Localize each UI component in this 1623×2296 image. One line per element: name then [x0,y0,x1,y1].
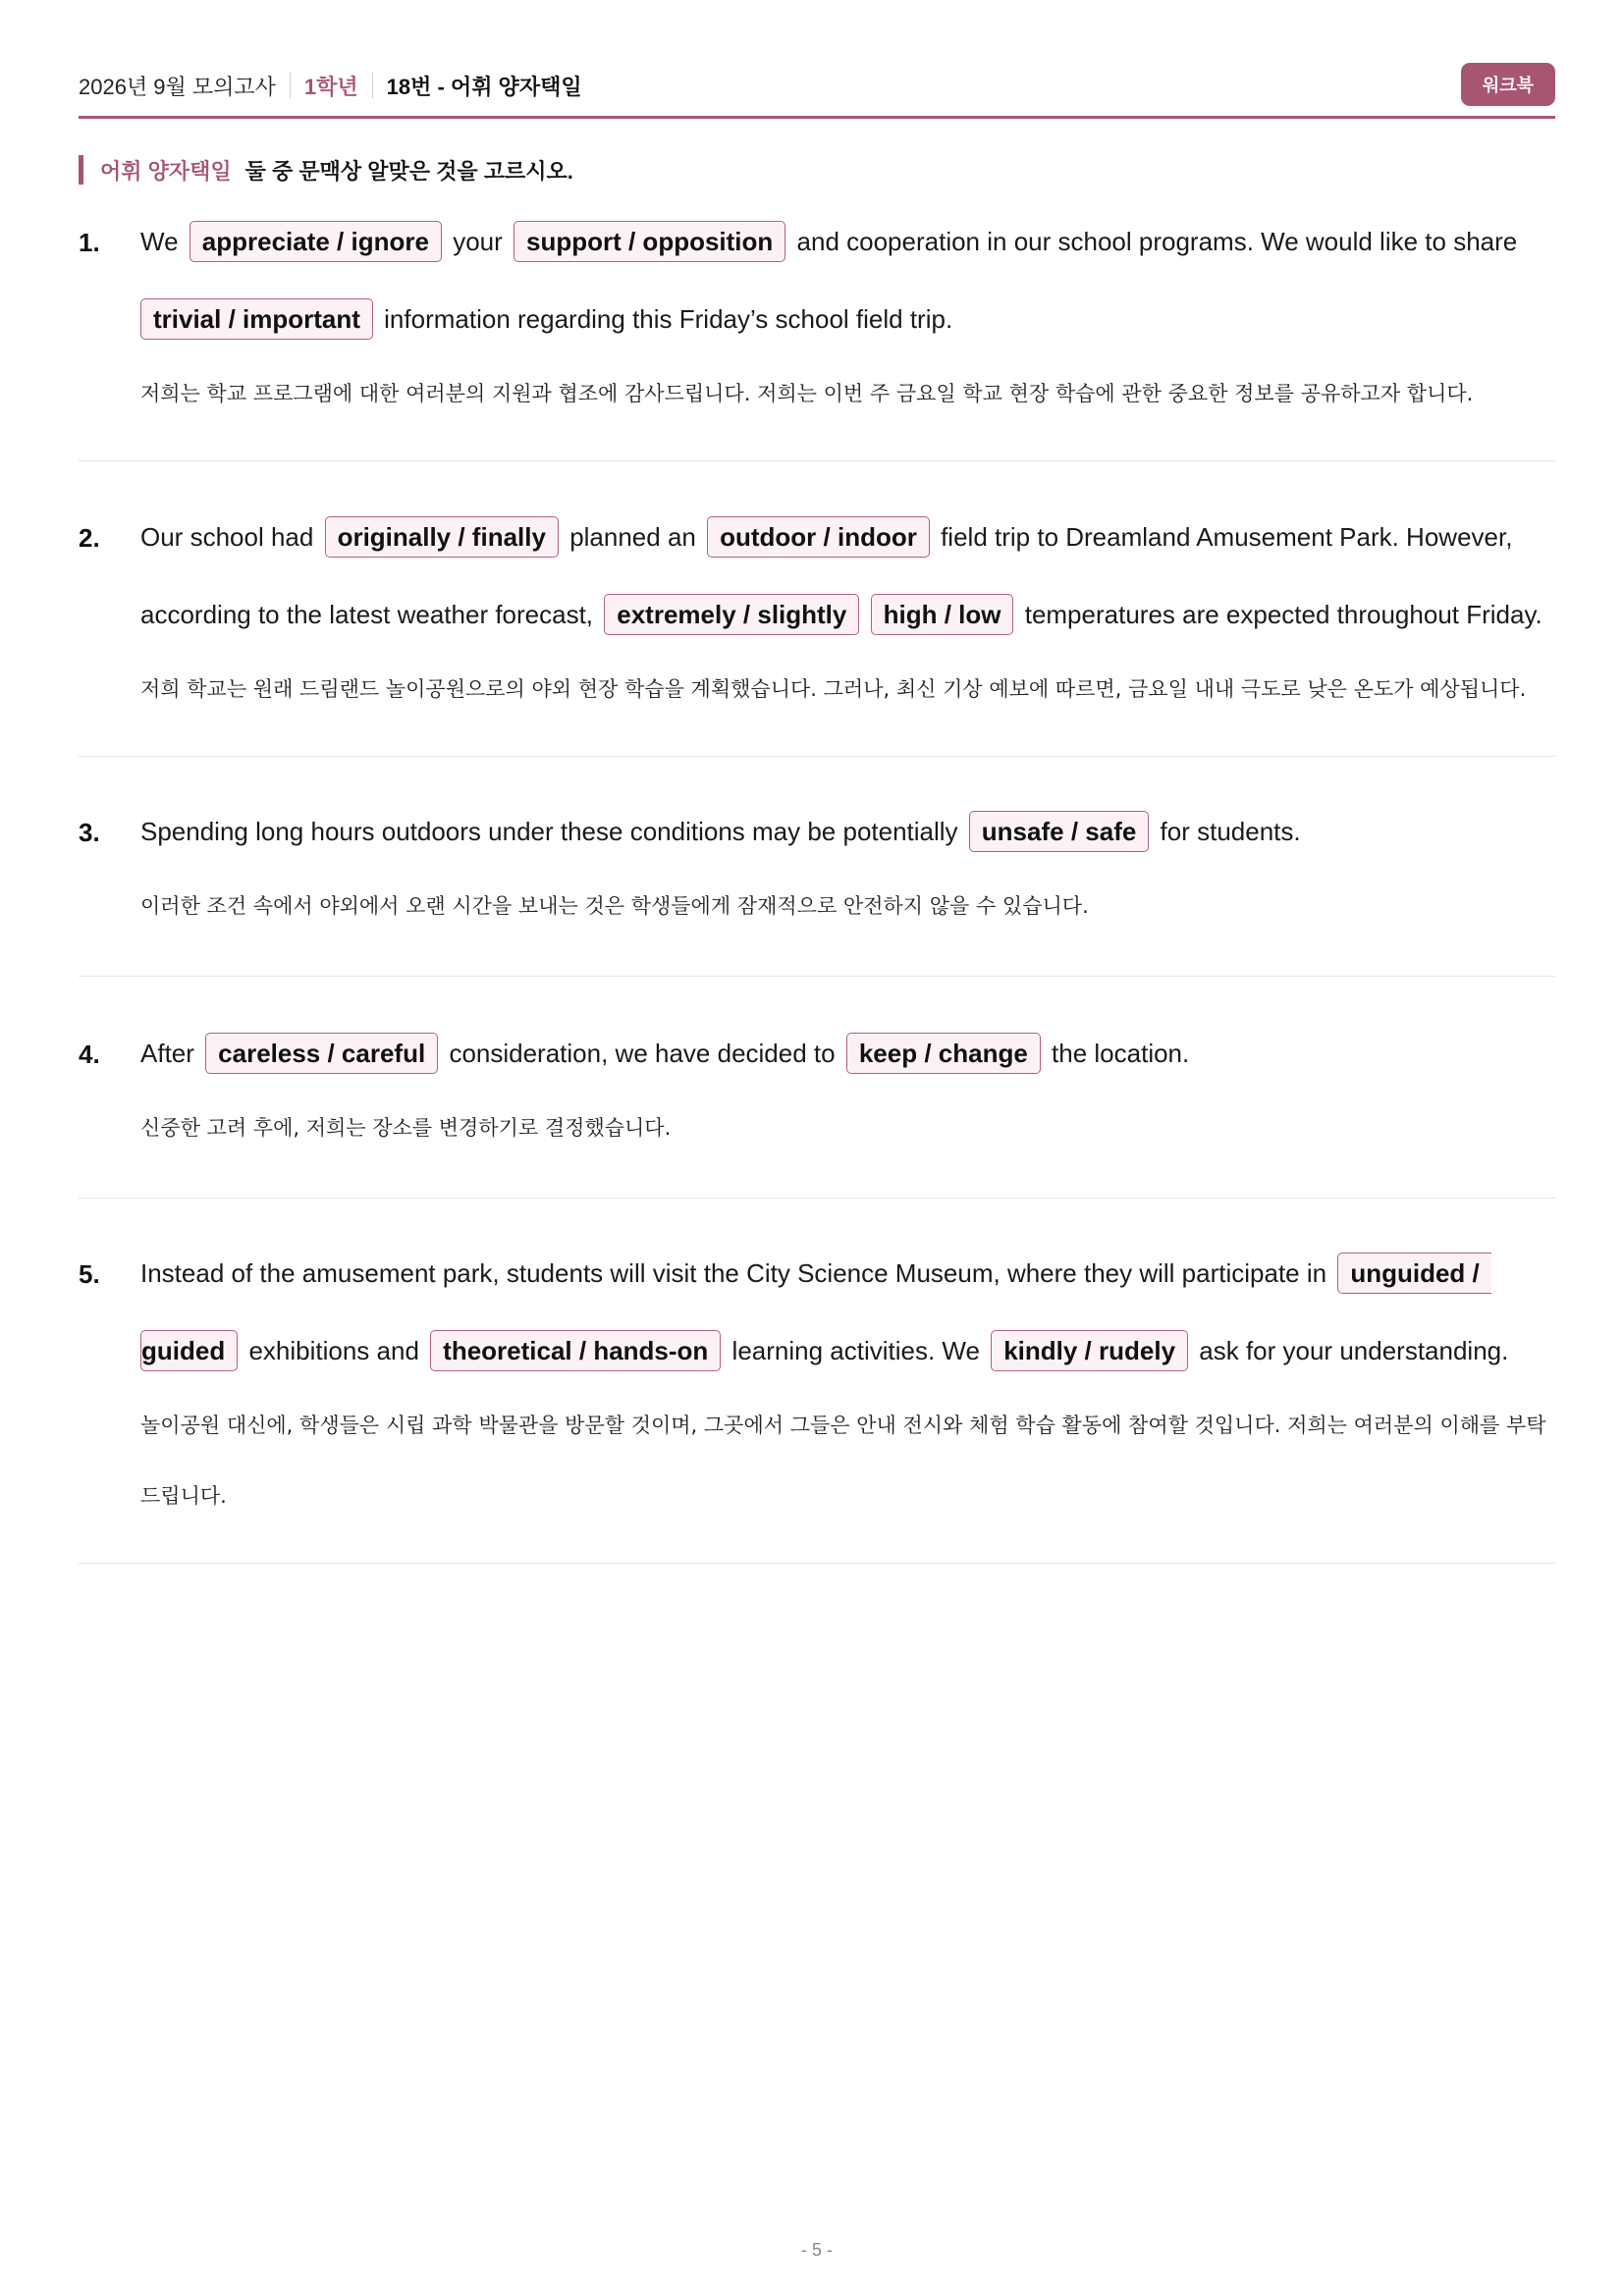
sentence-text: learning activities. We [731,1336,980,1365]
sentence-text: exhibitions and [248,1336,419,1365]
sentence-text: Instead of the amusement park, students will visit the City Science Museum, where they will participate in [140,1258,1327,1288]
sentence-text: and cooperation in our school programs. We would like to share [796,227,1518,256]
sentence-text: field trip to Dreamland Amusement Park. However, according to the latest weather forecast, [140,522,1513,629]
header-divider [372,73,373,98]
question-title: 18번 - 어휘 양자택일 [386,74,582,99]
question-sentence [140,203,1555,358]
sentence-text: consideration, we have decided to [449,1039,836,1068]
choice-box[interactable]: extremely / slightly [604,594,859,635]
sentence-text: Spending long hours outdoors under these conditions may be potentially [140,817,958,846]
choice-box[interactable]: trivial / important [140,298,373,340]
korean-translation: 놀이공원 대신에, 학생들은 시립 과학 박물관을 방문할 것이며, 그곳에서 그들은 안내 전시와 체험 학습 활동에 참여할 것입니다. 저희는 여러분의 이해를 부탁드립니다. [140,1414,1546,1508]
question-number: 5. [79,1259,100,1289]
exam-label: 2026년 9월 모의고사 [79,74,276,99]
sentence-text: planned an [569,522,696,552]
workbook-badge: 워크북 [1461,63,1555,106]
question-sentence [140,499,1555,654]
choice-box[interactable]: theoretical / hands-on [430,1330,721,1371]
question-number: 4. [79,1040,100,1069]
choice-box[interactable]: support / opposition [514,221,785,262]
worksheet-page [79,0,1555,2296]
grade-label: 1학년 [303,74,358,99]
korean-translation: 신중한 고려 후에, 저희는 장소를 변경하기로 결정했습니다. [140,1116,672,1140]
choice-box[interactable]: outdoor / indoor [707,516,930,558]
korean-translation: 이러한 조건 속에서 야외에서 오랜 시간을 보내는 것은 학생들에게 잠재적으로 안전하지 않을 수 있습니다. [140,894,1089,918]
choice-box[interactable]: keep / change [846,1033,1041,1074]
question-item-1 [79,203,1555,461]
header-rule [79,116,1555,119]
korean-translation: 저희는 학교 프로그램에 대한 여러분의 지원과 협조에 감사드립니다. 저희는 이번 주 금요일 학교 현장 학습에 관한 중요한 정보를 공유하고자 합니다. [140,382,1474,405]
choice-box[interactable]: kindly / rudely [991,1330,1188,1371]
question-item-2 [79,499,1555,757]
section-heading [79,155,573,185]
choice-box-continued[interactable]: guided [140,1330,238,1371]
page-number: - 5 - [800,2240,833,2260]
choice-box[interactable]: high / low [871,594,1014,635]
sentence-text: for students. [1160,817,1301,846]
page-header [79,61,1555,110]
question-sentence [140,1235,1555,1390]
sentence-text: the location. [1052,1039,1190,1068]
question-sentence [140,793,1555,871]
sentence-text: temperatures are expected throughout Friday. [1024,600,1542,629]
question-number: 2. [79,523,100,553]
question-sentence [140,1015,1555,1093]
section-label: 어휘 양자택일 [100,158,232,184]
question-item-5 [79,1235,1555,1564]
choice-box[interactable]: unguided / [1337,1253,1490,1294]
sentence-text: After [140,1039,194,1068]
choice-box[interactable]: appreciate / ignore [189,221,442,262]
choice-box[interactable]: originally / finally [325,516,559,558]
section-instruction: 둘 중 문맥상 알맞은 것을 고르시오. [244,158,573,184]
sentence-text: your [453,227,503,256]
question-number: 3. [79,818,100,847]
choice-box[interactable]: careless / careful [205,1033,438,1074]
question-item-3 [79,793,1555,977]
sentence-text: We [140,227,179,256]
choice-box[interactable]: unsafe / safe [969,811,1150,852]
korean-translation: 저희 학교는 원래 드림랜드 놀이공원으로의 야외 현장 학습을 계획했습니다. 그러나, 최신 기상 예보에 따르면, 금요일 내내 극도로 낮은 온도가 예상됩니다. [140,677,1527,701]
sentence-text: Our school had [140,522,314,552]
question-number: 1. [79,228,100,257]
header-divider [290,73,291,98]
sentence-text: ask for your understanding. [1199,1336,1509,1365]
sentence-text: information regarding this Friday’s school field trip. [384,304,953,334]
question-item-4 [79,1015,1555,1199]
